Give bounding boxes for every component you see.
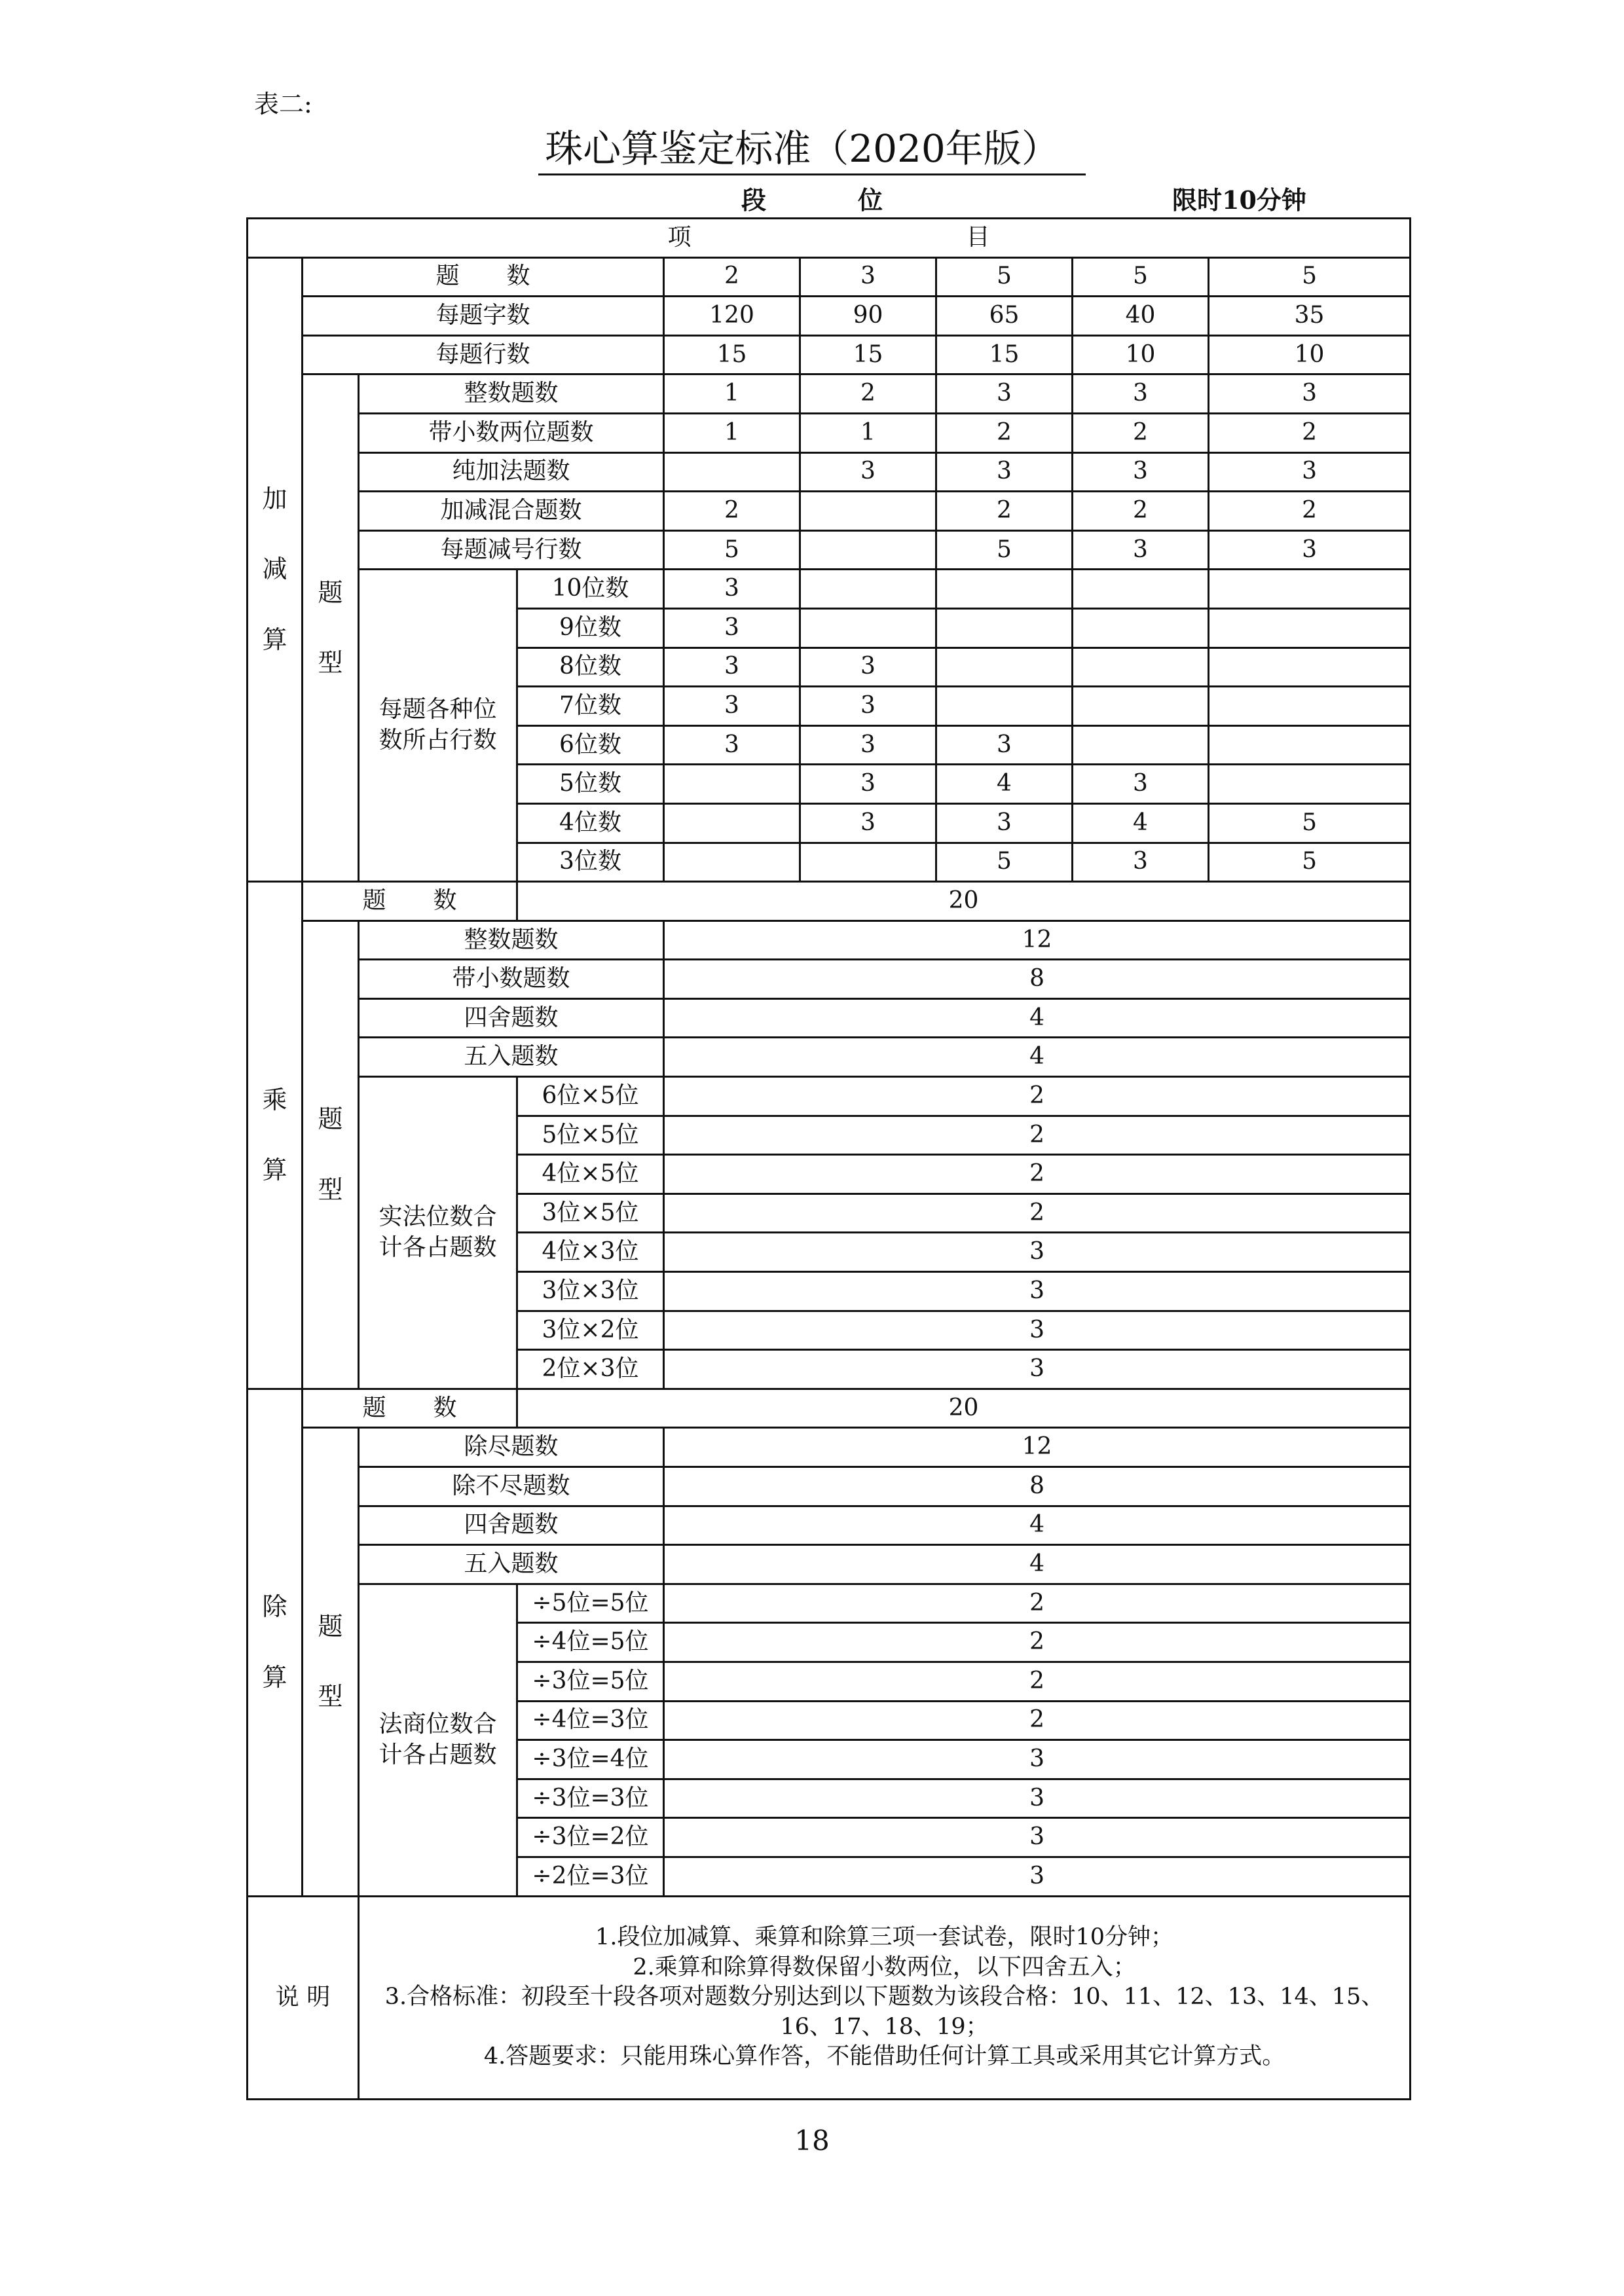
table-row bbox=[248, 920, 1411, 960]
subtitle-time-limit: 限时10分钟 bbox=[1172, 185, 1306, 215]
table-body bbox=[248, 219, 1411, 2100]
table-row bbox=[248, 1467, 1411, 1506]
value-cell: 35 bbox=[1209, 297, 1411, 336]
row-label: 9位数 bbox=[517, 608, 664, 647]
value-cell bbox=[1073, 570, 1209, 609]
value-cell: 2 bbox=[664, 1701, 1411, 1740]
value-cell: 3 bbox=[664, 1740, 1411, 1779]
value-cell: 5 bbox=[1073, 257, 1209, 297]
page-title bbox=[0, 118, 1624, 173]
row-label: 五入题数 bbox=[359, 1545, 664, 1584]
table-header-cell bbox=[248, 219, 1411, 258]
row-label: 纯加法题数 bbox=[359, 452, 664, 492]
value-cell: 3 bbox=[800, 647, 936, 687]
value-cell: 3 bbox=[800, 452, 936, 492]
type-group-char: 型 bbox=[318, 648, 343, 678]
value-cell: 4 bbox=[936, 765, 1073, 804]
digit-group-line: 实法位数合 bbox=[378, 1203, 497, 1231]
value-cell: 2 bbox=[664, 257, 800, 297]
type-group-label bbox=[303, 920, 359, 1389]
value-cell: 4 bbox=[664, 1545, 1411, 1584]
value-cell: 3 bbox=[664, 725, 800, 765]
row-label: 7位数 bbox=[517, 687, 664, 726]
table-row bbox=[248, 219, 1411, 258]
row-label: 五入题数 bbox=[359, 1038, 664, 1077]
section-mul-char: 乘 bbox=[262, 1085, 287, 1114]
value-cell: 5 bbox=[1209, 257, 1411, 297]
standard-table bbox=[246, 217, 1411, 2100]
row-label: ÷5位=5位 bbox=[517, 1584, 664, 1623]
row-label: ÷3位=5位 bbox=[517, 1662, 664, 1701]
table-row bbox=[248, 882, 1411, 921]
row-label: ÷3位=2位 bbox=[517, 1818, 664, 1857]
row-label: 4位数 bbox=[517, 803, 664, 843]
table-row bbox=[248, 335, 1411, 374]
doc-label: 表二: bbox=[254, 90, 312, 118]
value-cell: 3 bbox=[1073, 452, 1209, 492]
value-cell bbox=[800, 530, 936, 570]
value-cell bbox=[1209, 608, 1411, 647]
value-cell: 20 bbox=[517, 882, 1411, 921]
value-cell: 120 bbox=[664, 297, 800, 336]
value-cell: 2 bbox=[1209, 492, 1411, 531]
row-label: ÷3位=4位 bbox=[517, 1740, 664, 1779]
value-cell: 3 bbox=[664, 1311, 1411, 1350]
value-cell bbox=[936, 647, 1073, 687]
value-cell: 3 bbox=[664, 1857, 1411, 1896]
value-cell bbox=[664, 765, 800, 804]
value-cell: 8 bbox=[664, 1467, 1411, 1506]
value-cell: 3 bbox=[664, 1233, 1411, 1272]
page-title-text: 珠心算鉴定标准（2020年版） bbox=[538, 126, 1086, 175]
table-row bbox=[248, 1506, 1411, 1545]
value-cell: 3 bbox=[664, 608, 800, 647]
value-cell: 1 bbox=[664, 413, 800, 452]
row-label: 每题字数 bbox=[303, 297, 664, 336]
row-label: 加减混合题数 bbox=[359, 492, 664, 531]
value-cell bbox=[800, 843, 936, 882]
value-cell bbox=[1209, 687, 1411, 726]
value-cell bbox=[800, 492, 936, 531]
value-cell bbox=[1209, 725, 1411, 765]
value-cell: 65 bbox=[936, 297, 1073, 336]
table-row bbox=[248, 998, 1411, 1038]
value-cell: 2 bbox=[936, 492, 1073, 531]
row-label: 3位×5位 bbox=[517, 1194, 664, 1233]
row-label: ÷2位=3位 bbox=[517, 1857, 664, 1896]
row-label: 除不尽题数 bbox=[359, 1467, 664, 1506]
value-cell: 2 bbox=[1073, 492, 1209, 531]
value-cell: 3 bbox=[1073, 374, 1209, 414]
row-label: 3位数 bbox=[517, 843, 664, 882]
row-label: 四舍题数 bbox=[359, 998, 664, 1038]
value-cell: 3 bbox=[664, 647, 800, 687]
note-line: 1.段位加减算、乘算和除算三项一套试卷，限时10分钟； bbox=[595, 1924, 1173, 1951]
notes-label: 说 明 bbox=[248, 1896, 359, 2099]
digit-group-line: 每题各种位 bbox=[378, 696, 497, 723]
value-cell bbox=[936, 608, 1073, 647]
table-row bbox=[248, 1428, 1411, 1467]
value-cell: 1 bbox=[800, 413, 936, 452]
value-cell: 2 bbox=[800, 374, 936, 414]
value-cell: 5 bbox=[936, 843, 1073, 882]
row-label: 10位数 bbox=[517, 570, 664, 609]
value-cell: 2 bbox=[664, 1662, 1411, 1701]
value-cell: 12 bbox=[664, 920, 1411, 960]
value-cell bbox=[800, 608, 936, 647]
row-label: 题 数 bbox=[303, 1389, 517, 1428]
value-cell: 15 bbox=[936, 335, 1073, 374]
value-cell: 2 bbox=[664, 1116, 1411, 1155]
table-row bbox=[248, 1545, 1411, 1584]
row-label: 5位×5位 bbox=[517, 1116, 664, 1155]
row-label: 每题减号行数 bbox=[359, 530, 664, 570]
table-row bbox=[248, 452, 1411, 492]
value-cell bbox=[1209, 647, 1411, 687]
value-cell: 3 bbox=[800, 725, 936, 765]
value-cell: 2 bbox=[1209, 413, 1411, 452]
value-cell: 12 bbox=[664, 1428, 1411, 1467]
table-row bbox=[248, 492, 1411, 531]
header-item-b: 目 bbox=[966, 223, 990, 251]
subtitle-seg: 段 bbox=[741, 185, 768, 215]
value-cell: 40 bbox=[1073, 297, 1209, 336]
digit-group-line: 法商位数合 bbox=[378, 1710, 497, 1738]
row-label: 2位×3位 bbox=[517, 1350, 664, 1389]
value-cell: 3 bbox=[1073, 530, 1209, 570]
page-number: 18 bbox=[794, 2124, 830, 2157]
value-cell: 3 bbox=[664, 687, 800, 726]
row-label: 每题行数 bbox=[303, 335, 664, 374]
value-cell bbox=[664, 452, 800, 492]
value-cell: 10 bbox=[1073, 335, 1209, 374]
row-label: 带小数两位题数 bbox=[359, 413, 664, 452]
value-cell: 10 bbox=[1209, 335, 1411, 374]
section-add-char: 减 bbox=[262, 555, 287, 584]
section-div-char: 算 bbox=[262, 1662, 287, 1692]
value-cell: 2 bbox=[664, 1194, 1411, 1233]
type-group-char: 题 bbox=[318, 577, 343, 607]
note-line: 3.合格标准：初段至十段各项对题数分别达到以下题数为该段合格：10、11、12、13、14、15、16、17、18、19； bbox=[384, 1984, 1384, 2040]
value-cell: 3 bbox=[936, 725, 1073, 765]
row-label: ÷4位=5位 bbox=[517, 1623, 664, 1662]
type-group-label bbox=[303, 1428, 359, 1896]
value-cell: 3 bbox=[800, 687, 936, 726]
row-label: 题 数 bbox=[303, 257, 664, 297]
type-group-char: 题 bbox=[318, 1612, 343, 1641]
row-label: 四舍题数 bbox=[359, 1506, 664, 1545]
row-label: 题 数 bbox=[303, 882, 517, 921]
value-cell: 5 bbox=[1209, 843, 1411, 882]
row-label: 5位数 bbox=[517, 765, 664, 804]
section-mul-char: 算 bbox=[262, 1155, 287, 1184]
type-group-char: 型 bbox=[318, 1682, 343, 1711]
row-label: ÷3位=3位 bbox=[517, 1779, 664, 1818]
row-label: 整数题数 bbox=[359, 374, 664, 414]
value-cell: 3 bbox=[1209, 530, 1411, 570]
digit-group-label bbox=[359, 1584, 517, 1896]
row-label: 4位×3位 bbox=[517, 1233, 664, 1272]
value-cell: 15 bbox=[664, 335, 800, 374]
notes-content bbox=[359, 1896, 1411, 2099]
section-add-char: 加 bbox=[262, 484, 287, 513]
value-cell: 3 bbox=[664, 1272, 1411, 1311]
value-cell bbox=[1073, 608, 1209, 647]
digit-group-line: 计各占题数 bbox=[378, 1233, 497, 1261]
value-cell: 3 bbox=[1209, 374, 1411, 414]
value-cell: 8 bbox=[664, 960, 1411, 999]
value-cell: 2 bbox=[936, 413, 1073, 452]
value-cell: 5 bbox=[936, 257, 1073, 297]
value-cell: 3 bbox=[1073, 843, 1209, 882]
row-label: 6位×5位 bbox=[517, 1077, 664, 1116]
value-cell: 3 bbox=[936, 374, 1073, 414]
value-cell: 2 bbox=[664, 1155, 1411, 1194]
value-cell: 3 bbox=[1073, 765, 1209, 804]
table-row bbox=[248, 413, 1411, 452]
value-cell bbox=[1073, 725, 1209, 765]
row-label: 整数题数 bbox=[359, 920, 664, 960]
section-mul-label bbox=[248, 882, 303, 1389]
table-row bbox=[248, 1389, 1411, 1428]
value-cell: 5 bbox=[664, 530, 800, 570]
value-cell bbox=[1073, 687, 1209, 726]
table-row bbox=[248, 1077, 1411, 1116]
value-cell bbox=[800, 570, 936, 609]
row-label: 3位×3位 bbox=[517, 1272, 664, 1311]
value-cell: 1 bbox=[664, 374, 800, 414]
row-label: 8位数 bbox=[517, 647, 664, 687]
section-div-char: 除 bbox=[262, 1592, 287, 1622]
row-label: 除尽题数 bbox=[359, 1428, 664, 1467]
section-add-label bbox=[248, 257, 303, 882]
table-row bbox=[248, 1038, 1411, 1077]
value-cell: 3 bbox=[664, 1818, 1411, 1857]
digit-group-line: 数所占行数 bbox=[378, 727, 497, 754]
value-cell: 3 bbox=[936, 452, 1073, 492]
value-cell bbox=[1209, 570, 1411, 609]
row-label: ÷4位=3位 bbox=[517, 1701, 664, 1740]
row-label: 6位数 bbox=[517, 725, 664, 765]
table-row bbox=[248, 297, 1411, 336]
value-cell bbox=[936, 687, 1073, 726]
header-item-a: 项 bbox=[667, 223, 692, 251]
row-label: 3位×2位 bbox=[517, 1311, 664, 1350]
section-add-char: 算 bbox=[262, 625, 287, 654]
type-group-label bbox=[303, 374, 359, 882]
value-cell: 3 bbox=[800, 257, 936, 297]
table-row bbox=[248, 960, 1411, 999]
table-row bbox=[248, 374, 1411, 414]
value-cell bbox=[936, 570, 1073, 609]
type-group-char: 题 bbox=[318, 1104, 343, 1134]
value-cell: 4 bbox=[664, 1506, 1411, 1545]
value-cell bbox=[1073, 647, 1209, 687]
notes-row bbox=[248, 1896, 1411, 2099]
value-cell: 2 bbox=[664, 1077, 1411, 1116]
value-cell: 2 bbox=[664, 492, 800, 531]
value-cell bbox=[664, 843, 800, 882]
value-cell: 3 bbox=[800, 803, 936, 843]
value-cell: 2 bbox=[1073, 413, 1209, 452]
note-line: 4.答题要求：只能用珠心算作答，不能借助任何计算工具或采用其它计算方式。 bbox=[483, 2043, 1285, 2070]
value-cell: 20 bbox=[517, 1389, 1411, 1428]
value-cell: 5 bbox=[936, 530, 1073, 570]
value-cell: 3 bbox=[664, 570, 800, 609]
type-group-char: 型 bbox=[318, 1175, 343, 1204]
value-cell: 4 bbox=[664, 1038, 1411, 1077]
subtitle-pos: 位 bbox=[858, 185, 883, 215]
value-cell: 3 bbox=[800, 765, 936, 804]
section-div-label bbox=[248, 1389, 303, 1896]
value-cell: 3 bbox=[664, 1350, 1411, 1389]
value-cell bbox=[664, 803, 800, 843]
row-label: 4位×5位 bbox=[517, 1155, 664, 1194]
row-label: 带小数题数 bbox=[359, 960, 664, 999]
table-row bbox=[248, 530, 1411, 570]
value-cell: 5 bbox=[1209, 803, 1411, 843]
value-cell: 4 bbox=[1073, 803, 1209, 843]
value-cell: 15 bbox=[800, 335, 936, 374]
value-cell bbox=[1209, 765, 1411, 804]
value-cell: 4 bbox=[664, 998, 1411, 1038]
value-cell: 2 bbox=[664, 1584, 1411, 1623]
value-cell: 90 bbox=[800, 297, 936, 336]
table-row bbox=[248, 570, 1411, 609]
note-line: 2.乘算和除算得数保留小数两位，以下四舍五入； bbox=[633, 1954, 1136, 1980]
value-cell: 3 bbox=[936, 803, 1073, 843]
digit-group-line: 计各占题数 bbox=[378, 1741, 497, 1768]
digit-group-label bbox=[359, 1077, 517, 1389]
value-cell: 2 bbox=[664, 1623, 1411, 1662]
digit-group-label bbox=[359, 570, 517, 882]
value-cell: 3 bbox=[664, 1779, 1411, 1818]
table-row bbox=[248, 257, 1411, 297]
table-row bbox=[248, 1584, 1411, 1623]
value-cell: 3 bbox=[1209, 452, 1411, 492]
